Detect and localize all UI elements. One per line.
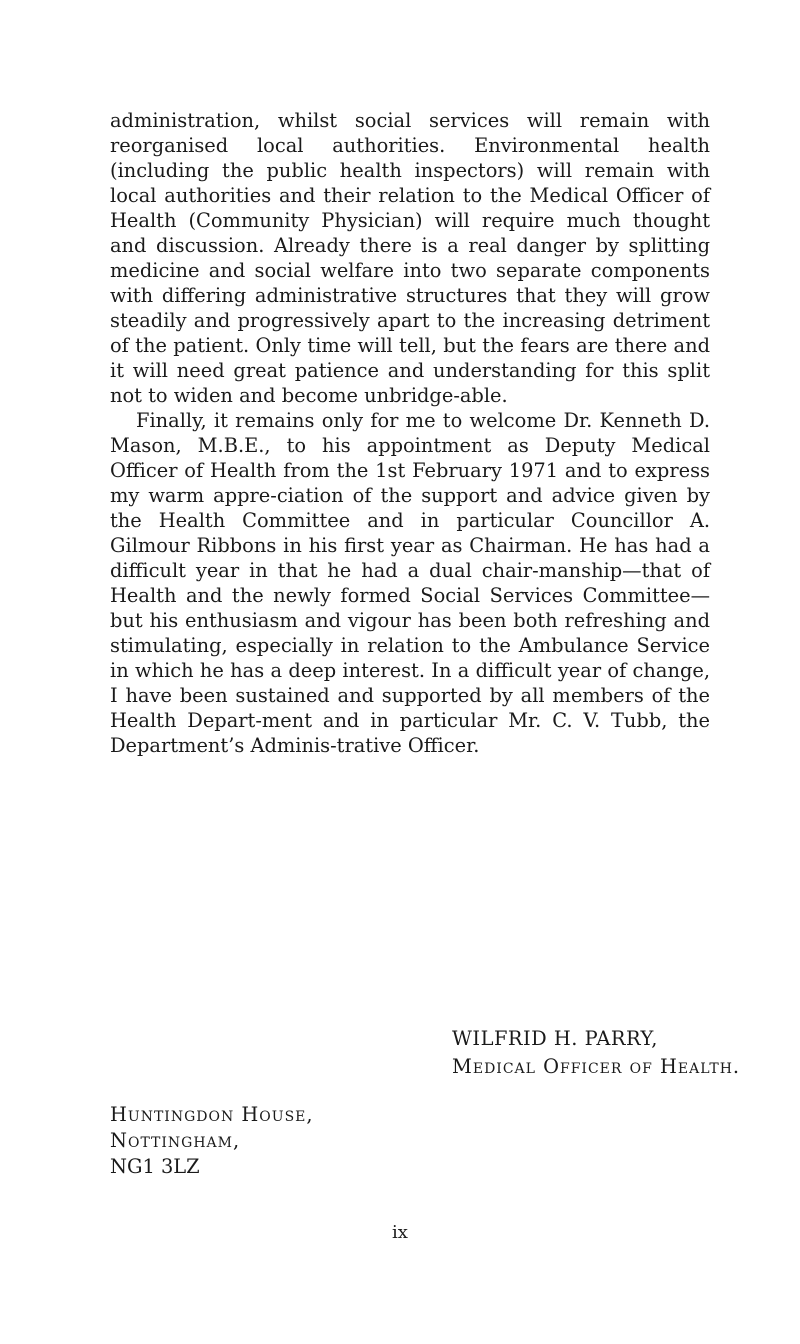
page-number: ix xyxy=(392,1222,408,1243)
signatory-name: WILFRID H. PARRY, xyxy=(452,1027,658,1050)
address-postcode: NG1 3LZ xyxy=(110,1155,200,1178)
paragraph-administration: administration, whilst social services will remain with reorganised local authorities. Environmental health (including the public health inspectors) will remain with local authorities and their relation to the Medical Officer of Health (Community Physician) will require much thought and discussion. Already there is a real danger by splitting medicine and social welfare into two separate components with differing administrative structures that they will grow steadily and progressively apart to the increasing detriment of the patient. Only time will tell, but the fears are there and it will need great patience and understanding for this split not to widen and become unbridge-able. xyxy=(110,109,710,407)
address-line-2: Nottingham, xyxy=(110,1129,241,1152)
address-line-1: Huntingdon House, xyxy=(110,1103,314,1126)
body-text xyxy=(110,108,710,758)
address-block xyxy=(110,1102,510,1180)
paragraph-finally: Finally, it remains only for me to welcome Dr. Kenneth D. Mason, M.B.E., to his appointment as Deputy Medical Officer of Health from the 1st February 1971 and to express my warm appre-ciation of the support and advice given by the Health Committee and in particular Councillor A. Gilmour Ribbons in his first year as Chairman. He has had a difficult year in that he had a dual chair-manship—that of Health and the newly formed Social Services Committee—but his enthusiasm and vigour has been both refreshing and stimulating, especially in relation to the Ambulance Service in which he has a deep interest. In a difficult year of change, I have been sustained and supported by all members of the Health Depart-ment and in particular Mr. C. V. Tubb, the Department’s Adminis-trative Officer. xyxy=(110,409,710,757)
signature-block xyxy=(452,1026,772,1080)
signatory-title: Medical Officer of Health. xyxy=(452,1055,741,1078)
